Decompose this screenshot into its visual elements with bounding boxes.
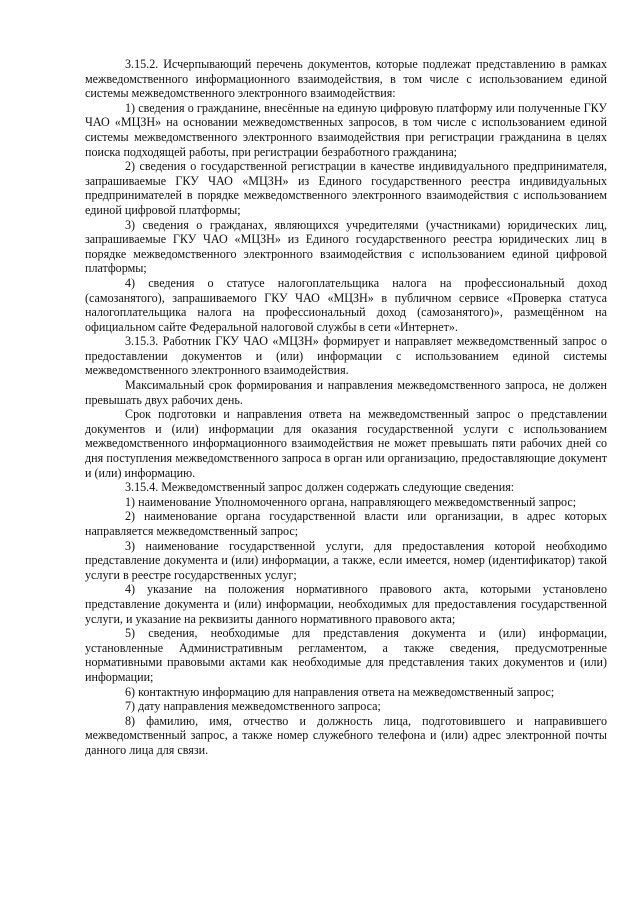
list-item-4: 4) сведения о статусе налогоплательщика налога на профессиональный доход (самозанятого), запрашиваемого ГКУ ЧАО «МЦЗН» в публичном сервисе «Проверка статуса налогоплательщика налога на профессиональный доход (самозанятого)», размещённом на официальном сайте Федеральной налоговой службы в сети «Интернет». <box>85 275 607 334</box>
list-item-1: 1) наименование Уполномоченного органа, направляющего межведомственный запрос; <box>125 494 577 509</box>
list-item-2: 2) наименование органа государственной власти или организации, в адрес которых направляется межведомственный запрос; <box>85 509 607 538</box>
list-item-8: 8) фамилию, имя, отчество и должность лица, подготовившего и направившего межведомственный запрос, а также номер служебного телефона и (или) адрес электронной почты данного лица для связи. <box>85 713 607 757</box>
list-item-6: 6) контактную информацию для направления ответа на межведомственный запрос; <box>125 684 555 699</box>
paragraph-max-term: Максимальный срок формирования и направления межведомственного запроса, не должен превышать двух рабочих день. <box>85 378 607 407</box>
list-item-3: 3) наименование государственной услуги, для предоставления которой необходимо представление документа и (или) информации, а также, если имеется, номер (идентификатор) такой услуги в реестре государственных услуг; <box>85 538 607 582</box>
paragraph-3-15-4: 3.15.4. Межведомственный запрос должен содержать следующие сведения: <box>125 480 515 495</box>
list-item-7: 7) дату направления межведомственного запроса; <box>125 699 381 714</box>
list-item-3: 3) сведения о гражданах, являющихся учредителями (участниками) юридических лиц, запрашиваемые ГКУ ЧАО «МЦЗН» из Единого государственного реестра юридических лиц в порядке межведомственного электронного взаимодействия с использованием единой цифровой платформы; <box>85 217 607 276</box>
list-item-1: 1) сведения о гражданине, внесённые на единую цифровую платформу или полученные ГКУ ЧАО «МЦЗН» на основании межведомственных запросов, в том числе с использованием единой системы межведомственного электронного взаимодействия при регистрации гражданина в целях поиска подходящей работы, при регистрации безработного гражданина; <box>85 100 607 159</box>
paragraph-3-15-3: 3.15.3. Работник ГКУ ЧАО «МЦЗН» формирует и направляет межведомственный запрос о предоставлении документов и (или) информации с использованием единой системы межведомственного электронного взаимодействия. <box>85 334 607 378</box>
list-item-4: 4) указание на положения нормативного правового акта, которыми установлено представление документа и (или) информации, необходимых для предоставления государственной услуги, и указание на реквизиты данного нормативного правового акта; <box>85 582 607 626</box>
list-item-2: 2) сведения о государственной регистрации в качестве индивидуального предпринимателя, запрашиваемые ГКУ ЧАО «МЦЗН» из Единого государственного реестра индивидуальных предпринимателей в порядке межведомственного электронного взаимодействия с использованием единой цифровой платформы; <box>85 159 607 217</box>
list-item-5: 5) сведения, необходимые для представления документа и (или) информации, установленные Административным регламентом, а также сведения, предусмотренные нормативными правовыми актами как необходимые для представления таких документов и (или) информации; <box>85 626 607 684</box>
paragraph-response-term: Срок подготовки и направления ответа на межведомственный запрос о представлении документов и (или) информации для оказания государственной услуги с использованием межведомственного информационного взаимодействия не может превышать пяти рабочих дней со дня поступления межведомственного запроса в орган или организацию, предоставляющие документ и (или) информацию. <box>85 407 607 480</box>
paragraph-3-15-2: 3.15.2. Исчерпывающий перечень документов, которые подлежат представлению в рамках межведомственного информационного взаимодействия, в том числе с использованием единой системы межведомственного электронного взаимодействия: <box>85 57 607 101</box>
document-page <box>85 57 607 758</box>
